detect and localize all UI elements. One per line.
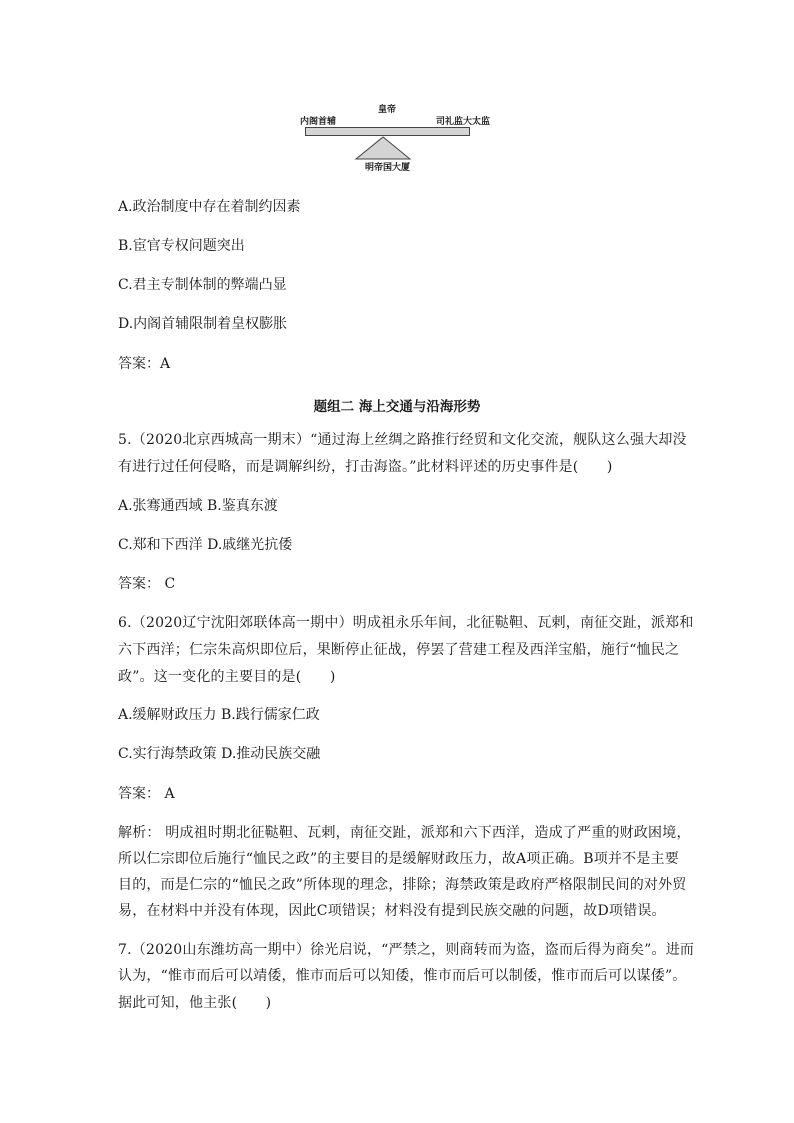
q4-option-b: B.宦官专权问题突出 [118,238,245,254]
q5-stem-line-1: 5.（2020北京西城高一期末）“通过海上丝绸之路推行经贸和文化交流，舰队这么强大却没 [118,432,687,448]
q7-stem-line-3: 据此可知，他主张( ) [118,995,272,1011]
section-title: 题组二 海上交通与沿海形势 [313,399,481,415]
diagram-right-label: 司礼监大太监 [436,117,491,127]
fulcrum-triangle [354,136,412,160]
balance-beam [305,127,470,136]
diagram-top-label: 皇帝 [378,105,397,115]
q4-option-c: C.君主专制体制的弊端凸显 [118,277,287,293]
q6-options-ab: A.缓解财政压力 B.践行儒家仁政 [118,707,320,723]
q6-analysis-line-2: 所以仁宗即位后施行“恤民之政”的主要目的是缓解财政压力，故A项正确。B项并不是主要 [118,851,679,867]
q5-stem-line-2: 有进行过任何侵略，而是调解纠纷，打击海盗。”此材料评述的历史事件是( ) [118,459,613,475]
diagram-left-label: 内阁首辅 [300,117,337,127]
q5-options-cd: C.郑和下西洋 D.戚继光抗倭 [118,537,293,553]
q6-analysis-line-3: 目的，而是仁宗的“恤民之政”所体现的理念，排除；海禁政策是政府严格限制民间的对外贸 [118,877,687,893]
q6-stem-line-2: 六下西洋；仁宗朱高炽即位后，果断停止征战，停罢了营建工程及西洋宝船，施行“恤民之 [118,642,680,658]
q4-answer: 答案：A [118,356,171,372]
q5-answer: 答案： C [118,576,176,592]
q6-options-cd: C.实行海禁政策 D.推动民族交融 [118,746,321,762]
diagram-bottom-label: 明帝国大厦 [365,163,411,173]
q5-options-ab: A.张骞通西域 B.鉴真东渡 [118,498,278,514]
q6-analysis-line-1: 解析： 明成祖时期北征鞑靼、瓦剌，南征交趾，派郑和六下西洋，造成了严重的财政困境， [118,825,691,841]
q7-stem-line-2: 认为，“惟市而后可以靖倭，惟市而后可以知倭，惟市而后可以制倭，惟市而后可以谋倭”。 [118,968,687,984]
q6-stem-line-3: 政”。这一变化的主要目的是( ) [118,669,336,685]
q6-analysis-line-4: 易，在材料中并没有体现，因此C项错误；材料没有提到民族交融的问题，故D项错误。 [118,903,666,919]
q7-stem-line-1: 7.（2020山东潍坊高一期中）徐光启说，“严禁之，则商转而为盗，盗而后得为商矣”。进而 [118,942,695,958]
q6-stem-line-1: 6.（2020辽宁沈阳郊联体高一期中）明成祖永乐年间，北征鞑靼、瓦剌，南征交趾，派郑和 [118,615,694,631]
q4-option-a: A.政治制度中存在着制约因素 [118,199,301,215]
q6-answer: 答案： A [118,786,175,802]
q4-option-d: D.内阁首辅限制着皇权膨胀 [118,316,288,332]
